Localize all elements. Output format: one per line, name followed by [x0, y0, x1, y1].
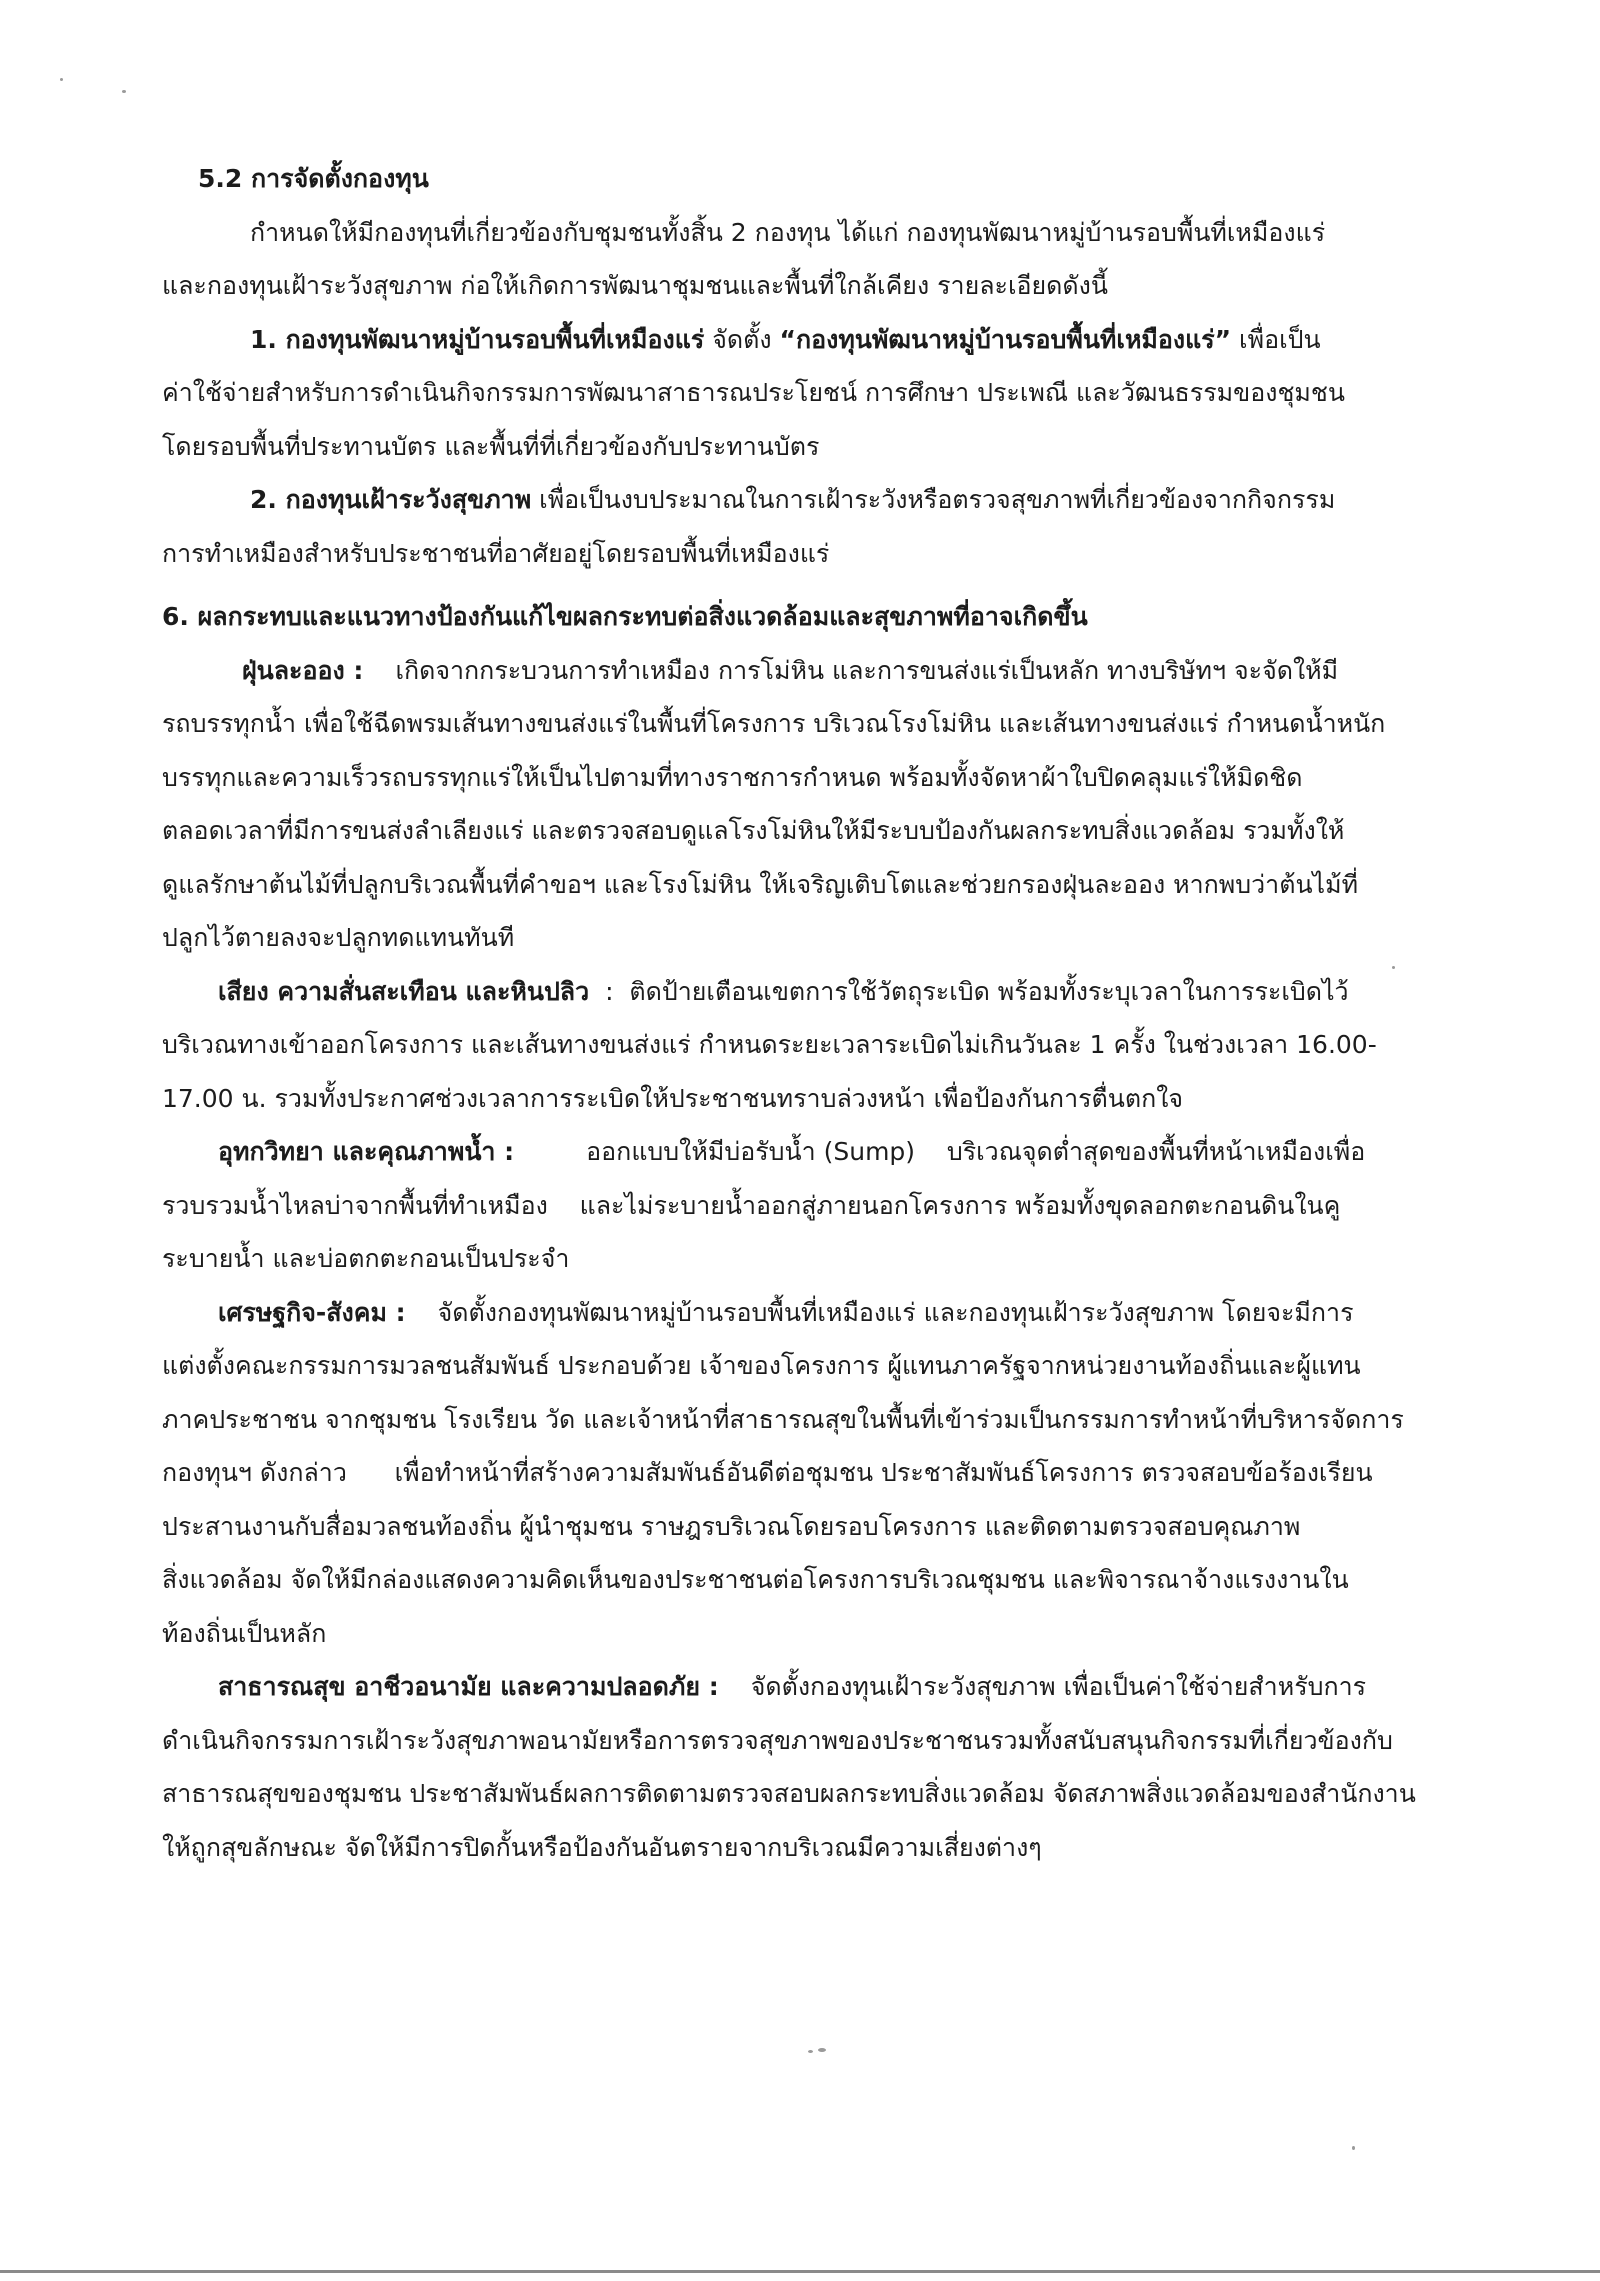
socio-line-2: แต่งตั้งคณะกรรมการมวลชนสัมพันธ์ ประกอบด้วย เจ้าของโครงการ ผู้แทนภาครัฐจากหน่วยงานท้องถิ่นและผู้แทน — [162, 1351, 1361, 1380]
health-text-1: จัดตั้งกองทุนเฝ้าระวังสุขภาพ เพื่อเป็นค่าใช้จ่ายสำหรับการ — [750, 1672, 1367, 1701]
dust-line-6: ปลูกไว้ตายลงจะปลูกทดแทนทันที — [162, 923, 515, 952]
section-5-2-heading: 5.2 การจัดตั้งกองทุน — [198, 164, 429, 193]
section-5-2-intro-line-2: และกองทุนเฝ้าระวังสุขภาพ ก่อให้เกิดการพัฒนาชุมชนและพื้นที่ใกล้เคียง รายละเอียดดังนี้ — [162, 271, 1108, 300]
noise-label: เสียง ความสั่นสะเทือน และหินปลิว — [218, 976, 590, 1006]
fund-item-1-line-1 — [162, 313, 1462, 367]
dust-text-1: เกิดจากกระบวนการทำเหมือง การโม่หิน และการขนส่งแร่เป็นหลัก ทางบริษัทฯ จะจัดให้มี — [395, 655, 1339, 685]
dust-line-5: ดูแลรักษาต้นไม้ที่ปลูกบริเวณพื้นที่คำขอฯ และโรงโม่หิน ให้เจริญเติบโตและช่วยกรองฝุ่นละออง หากพบว่าต้นไม้ที่ — [162, 869, 1359, 899]
socio-line-1 — [162, 1286, 1462, 1340]
health-line-1 — [162, 1660, 1462, 1714]
fund-item-1-mid: จัดตั้ง — [704, 324, 780, 354]
socio-line-5: ประสานงานกับสื่อมวลชนท้องถิ่น ผู้นำชุมชน ราษฎรบริเวณโดยรอบโครงการ และติดตามตรวจสอบคุณภาพ — [162, 1511, 1301, 1541]
section-5-2-intro-line-1: กำหนดให้มีกองทุนที่เกี่ยวข้องกับชุมชนทั้งสิ้น 2 กองทุน ได้แก่ กองทุนพัฒนาหมู่บ้านรอบพื้นที่เหมืองแร่ — [250, 217, 1326, 247]
water-label: อุทกวิทยา และคุณภาพน้ำ : — [218, 1137, 515, 1166]
noise-text-1: ติดป้ายเตือนเขตการใช้วัตถุระเบิด พร้อมทั้งระบุเวลาในการระเบิดไว้ — [629, 976, 1349, 1006]
scan-speck — [60, 78, 63, 81]
document-body — [162, 152, 1462, 1874]
scan-edge-line — [0, 2270, 1600, 2273]
socio-text-1: จัดตั้งกองทุนพัฒนาหมู่บ้านรอบพื้นที่เหมืองแร่ และกองทุนเฝ้าระวังสุขภาพ โดยจะมีการ — [437, 1297, 1354, 1327]
dust-line-1 — [162, 644, 1462, 698]
scan-speck — [808, 2050, 813, 2053]
scan-speck — [122, 90, 126, 93]
fund-item-2-line-1 — [162, 473, 1462, 527]
fund-item-2-line-2: การทำเหมืองสำหรับประชาชนที่อาศัยอยู่โดยรอบพื้นที่เหมืองแร่ — [162, 538, 830, 568]
scan-speck — [818, 2048, 826, 2052]
noise-line-2: บริเวณทางเข้าออกโครงการ และเส้นทางขนส่งแร่ กำหนดระยะเวลาระเบิดไม่เกินวันละ 1 ครั้ง ในช่วงเวลา 16.00- — [162, 1030, 1377, 1059]
section-6-heading: 6. ผลกระทบและแนวทางป้องกันแก้ไขผลกระทบต่อสิ่งแวดล้อมและสุขภาพที่อาจเกิดขึ้น — [162, 602, 1088, 631]
socio-line-7: ท้องถิ่นเป็นหลัก — [162, 1618, 327, 1648]
socio-line-3: ภาคประชาชน จากชุมชน โรงเรียน วัด และเจ้าหน้าที่สาธารณสุขในพื้นที่เข้าร่วมเป็นกรรมการทำหน้าที่บริหารจัดการ — [162, 1404, 1404, 1434]
scan-speck — [1392, 966, 1395, 969]
fund-item-1-title: 1. กองทุนพัฒนาหมู่บ้านรอบพื้นที่เหมืองแร่ — [250, 324, 705, 354]
fund-item-1-tail: เพื่อเป็น — [1231, 324, 1321, 354]
noise-line-3: 17.00 น. รวมทั้งประกาศช่วงเวลาการระเบิดให้ประชาชนทราบล่วงหน้า เพื่อป้องกันการตื่นตกใจ — [162, 1083, 1184, 1113]
health-line-4: ให้ถูกสุขลักษณะ จัดให้มีการปิดกั้นหรือป้องกันอันตรายจากบริเวณมีความเสี่ยงต่างๆ — [162, 1832, 1042, 1862]
noise-colon: : — [589, 976, 630, 1006]
water-text-1: ออกแบบให้มีบ่อรับน้ำ (Sump) บริเวณจุดต่ำสุดของพื้นที่หน้าเหมืองเพื่อ — [586, 1137, 1366, 1166]
scan-speck — [1352, 2146, 1355, 2150]
fund-item-1-quoted: “กองทุนพัฒนาหมู่บ้านรอบพื้นที่เหมืองแร่” — [779, 324, 1232, 354]
water-line-2: รวบรวมน้ำไหลบ่าจากพื้นที่ทำเหมือง และไม่ระบายน้ำออกสู่ภายนอกโครงการ พร้อมทั้งขุดลอกตะกอนดินในคู — [162, 1190, 1341, 1220]
dust-label: ฝุ่นละออง : — [242, 655, 364, 685]
dust-line-4: ตลอดเวลาที่มีการขนส่งลำเลียงแร่ และตรวจสอบดูแลโรงโม่หินให้มีระบบป้องกันผลกระทบสิ่งแวดล้อม รวมทั้งให้ — [162, 816, 1345, 845]
water-line-3: ระบายน้ำ และบ่อตกตะกอนเป็นประจำ — [162, 1244, 570, 1273]
fund-item-2-tail: เพื่อเป็นงบประมาณในการเฝ้าระวังหรือตรวจสุขภาพที่เกี่ยวข้องจากกิจกรรม — [531, 485, 1336, 514]
health-line-3: สาธารณสุขของชุมชน ประชาสัมพันธ์ผลการติดตามตรวจสอบผลกระทบสิ่งแวดล้อม จัดสภาพสิ่งแวดล้อมของสำนักงาน — [162, 1779, 1416, 1808]
dust-line-3: บรรทุกและความเร็วรถบรรทุกแร่ให้เป็นไปตามที่ทางราชการกำหนด พร้อมทั้งจัดหาผ้าใบปิดคลุมแร่ให้มิดชิด — [162, 762, 1303, 792]
socio-line-4: กองทุนฯ ดังกล่าว เพื่อทำหน้าที่สร้างความสัมพันธ์อันดีต่อชุมชน ประชาสัมพันธ์โครงการ ตรวจสอบข้อร้องเรียน — [162, 1458, 1373, 1487]
fund-item-1-line-3: โดยรอบพื้นที่ประทานบัตร และพื้นที่ที่เกี่ยวข้องกับประทานบัตร — [162, 431, 820, 461]
fund-item-1-line-2: ค่าใช้จ่ายสำหรับการดำเนินกิจกรรมการพัฒนาสาธารณประโยชน์ การศึกษา ประเพณี และวัฒนธรรมของชุมชน — [162, 378, 1345, 407]
health-label: สาธารณสุข อาชีวอนามัย และความปลอดภัย : — [218, 1672, 719, 1701]
water-line-1 — [162, 1125, 1462, 1179]
noise-line-1 — [162, 965, 1462, 1019]
fund-item-2-title: 2. กองทุนเฝ้าระวังสุขภาพ — [250, 485, 532, 514]
socio-label: เศรษฐกิจ-สังคม : — [218, 1297, 406, 1327]
socio-line-6: สิ่งแวดล้อม จัดให้มีกล่องแสดงความคิดเห็นของประชาชนต่อโครงการบริเวณชุมชน และพิจารณาจ้างแรงงานใน — [162, 1565, 1349, 1594]
health-line-2: ดำเนินกิจกรรมการเฝ้าระวังสุขภาพอนามัยหรือการตรวจสุขภาพของประชาชนรวมทั้งสนับสนุนกิจกรรมที่เกี่ยวข้องกับ — [162, 1725, 1393, 1755]
dust-line-2: รถบรรทุกน้ำ เพื่อใช้ฉีดพรมเส้นทางขนส่งแร่ในพื้นที่โครงการ บริเวณโรงโม่หิน และเส้นทางขนส่งแร่ กำหนดน้ำหนัก — [162, 709, 1386, 738]
